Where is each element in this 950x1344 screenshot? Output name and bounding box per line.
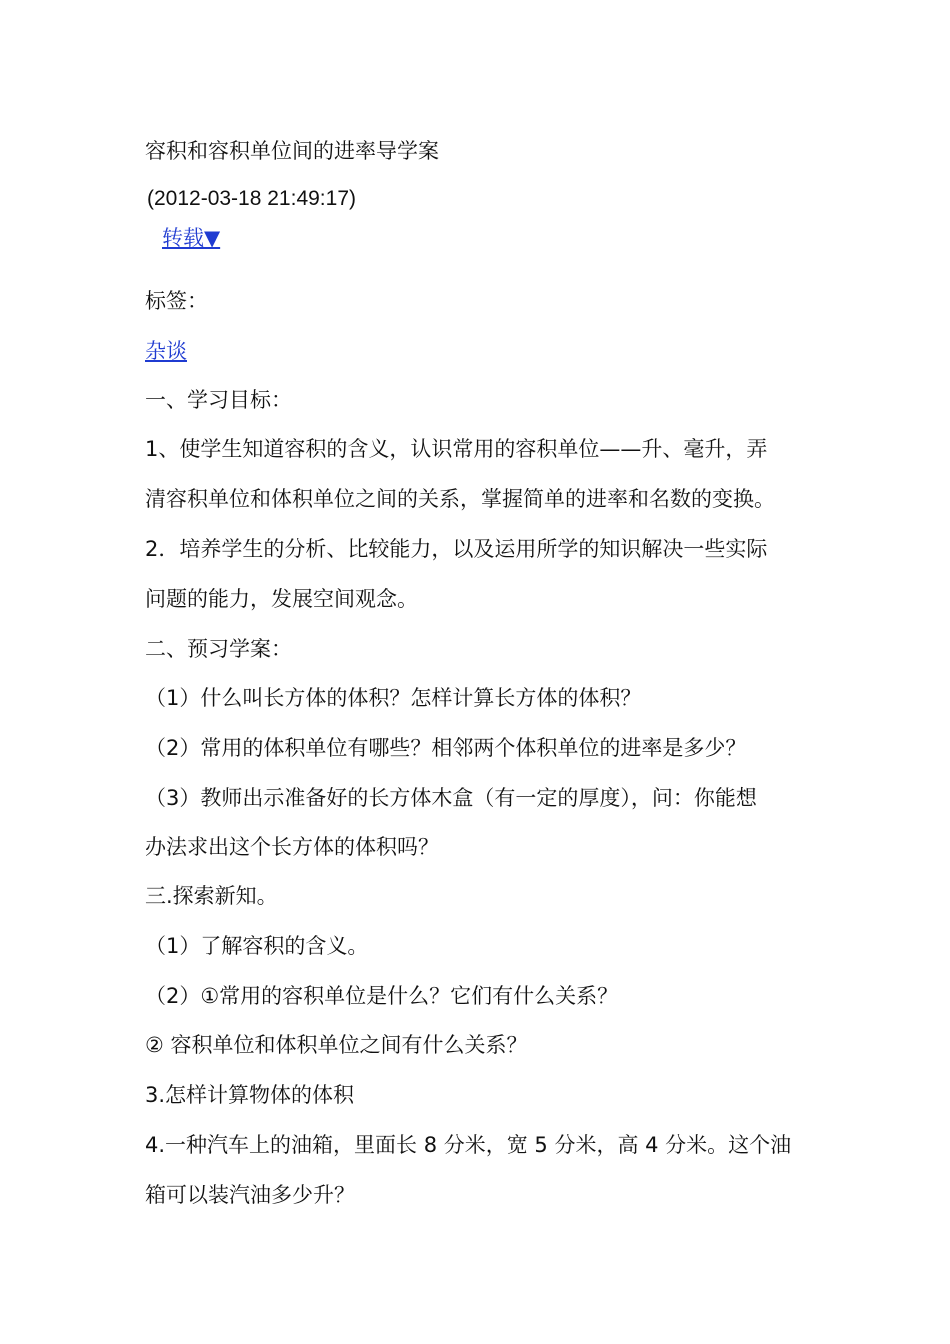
body-line: （2）常用的体积单位有哪些？相邻两个体积单位的进率是多少？	[145, 736, 747, 760]
body-line: （2）①常用的容积单位是什么？它们有什么关系？	[145, 984, 619, 1008]
body-line: ② 容积单位和体积单位之间有什么关系？	[145, 1033, 528, 1057]
body-line: 三.探索新知。	[145, 884, 278, 908]
repost-link[interactable]: 转载▼	[162, 226, 221, 250]
body-line: 4.一种汽车上的油箱，里面长 8 分米，宽 5 分米，高 4 分米。这个油	[145, 1133, 792, 1157]
post-date: (2012-03-18 21:49:17)	[147, 187, 356, 210]
body-line: 1、使学生知道容积的含义，认识常用的容积单位——升、毫升，弄	[145, 437, 768, 461]
document-title: 容积和容积单位间的进率导学案	[145, 139, 439, 163]
tag-link[interactable]: 杂谈	[145, 339, 187, 363]
body-line: 办法求出这个长方体的体积吗？	[145, 835, 439, 859]
body-line: （3）教师出示准备好的长方体木盒（有一定的厚度），问：你能想	[145, 786, 757, 810]
body-line: 箱可以装汽油多少升？	[145, 1183, 355, 1207]
body-line: 3.怎样计算物体的体积	[145, 1083, 355, 1107]
body-line: 清容积单位和体积单位之间的关系，掌握简单的进率和名数的变换。	[145, 487, 775, 511]
body-line: 问题的能力，发展空间观念。	[145, 587, 418, 611]
body-line: 2．培养学生的分析、比较能力，以及运用所学的知识解决一些实际	[145, 537, 768, 561]
body-line: （1）什么叫长方体的体积？怎样计算长方体的体积？	[145, 686, 642, 710]
body-line: 二、预习学案：	[145, 637, 292, 661]
body-line: （1）了解容积的含义。	[145, 934, 369, 958]
body-line: 一、学习目标：	[145, 388, 292, 412]
tags-label: 标签：	[145, 289, 208, 313]
